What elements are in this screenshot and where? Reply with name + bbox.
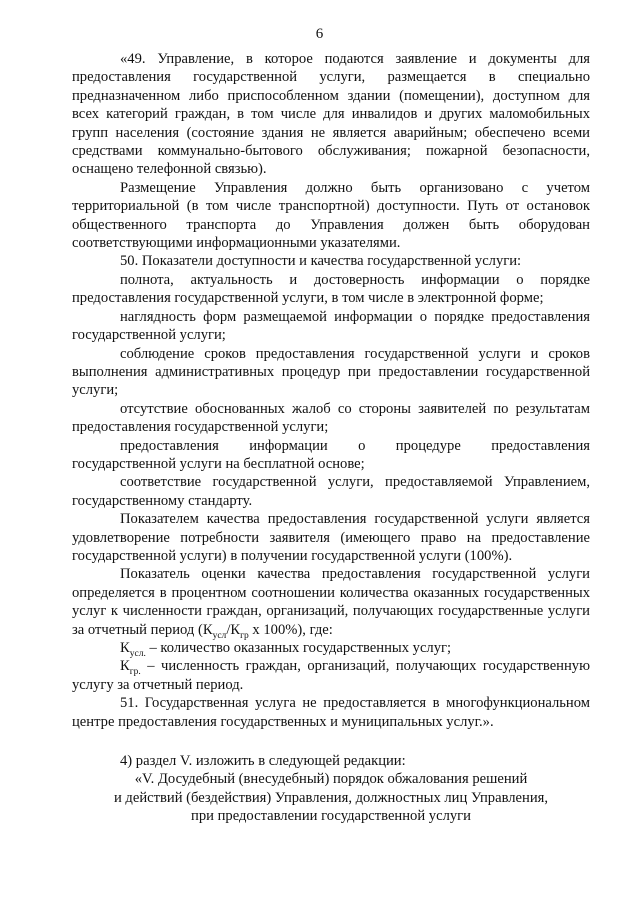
indicator-standard: соответствие государственной услуги, предоставляемой Управлением, государственному стандарту.	[72, 474, 590, 509]
page-number: 6	[315, 26, 324, 42]
paragraph-placement: Размещение Управления должно быть организовано с учетом территориальной (в том числе транспортной) доступности. Путь от остановок общественного транспорта до Управления должен быть оборудован соответствующими информационными указателями.	[72, 179, 590, 252]
definition-k-gr	[72, 657, 590, 694]
formula-text: Показатель оценки качества предоставления государственной услуги определяется в процентном соотношении количества оказанных государственных услуг к численности граждан, организаций, получающих государственные услуги за отчетный период (К	[72, 566, 590, 638]
quality-indicator-paragraph: Показателем качества предоставления государственной услуги является удовлетворение потребности заявителя (имеющего право на предоставление государственной услуги) в получении государственной услуги (100%).	[72, 511, 590, 564]
indicator-free-info: предоставления информации о процедуре предоставления государственной услуги на бесплатной основе;	[72, 437, 590, 472]
formula-sub-gr: гр	[240, 630, 249, 641]
k-usl-sub: усл.	[129, 648, 146, 659]
indicator-complaints: отсутствие обоснованных жалоб со стороны заявителей по результатам предоставления государственной услуги;	[72, 400, 590, 436]
quality-assessment-formula	[72, 565, 590, 639]
formula-sub-usl: усл	[212, 630, 227, 641]
paragraph-51: 51. Государственная услуга не предоставляется в многофункциональном центре предоставления государственных и муниципальных услуг.».	[72, 695, 590, 730]
k-gr-sub: гр.	[129, 667, 141, 678]
indicator-deadlines: соблюдение сроков предоставления государственной услуги и сроков выполнения административных процедур при предоставлении государственной услуги;	[72, 345, 590, 399]
paragraph-50-heading: 50. Показатели доступности и качества государственной услуги:	[120, 253, 522, 270]
section-v-intro: 4) раздел V. изложить в следующей редакции:	[120, 753, 406, 770]
definition-k-usl	[72, 639, 590, 657]
k-usl-symbol: К	[120, 640, 130, 656]
indicator-visibility: наглядность форм размещаемой информации о порядке предоставления государственной услуги;	[72, 308, 590, 344]
formula-end: х 100%), где:	[248, 621, 333, 638]
formula-divider: /К	[226, 621, 241, 638]
k-usl-text: – количество оказанных государственных услуг;	[145, 640, 452, 656]
section-v-heading-line-1: «V. Досудебный (внесудебный) порядок обжалования решений	[134, 771, 528, 788]
indicator-completeness: полнота, актуальность и достоверность информации о порядке предоставления государственной услуги, в том числе в электронной форме;	[72, 271, 590, 307]
k-gr-symbol: К	[120, 658, 130, 675]
spacer	[72, 731, 590, 752]
document-body	[72, 50, 590, 826]
section-v-heading-line-3: при предоставлении государственной услуги	[191, 808, 471, 825]
k-gr-text: – численность граждан, организаций, получающих государственную услугу за отчетный период.	[72, 658, 590, 693]
paragraph-49: «49. Управление, в которое подаются заявление и документы для предоставления государственной услуги, размещается в специально предназначенном либо приспособленном здании (помещении), доступном для всех категорий граждан, в том числе для инвалидов и других маломобильных групп населения (состояние здания не является аварийным; обеспечено всеми средствами коммунально-бытового обслуживания; пожарной безопасности, оснащено телефонной связью).	[72, 51, 590, 178]
section-v-heading-line-2: и действий (бездействия) Управления, должностных лиц Управления,	[113, 789, 549, 806]
